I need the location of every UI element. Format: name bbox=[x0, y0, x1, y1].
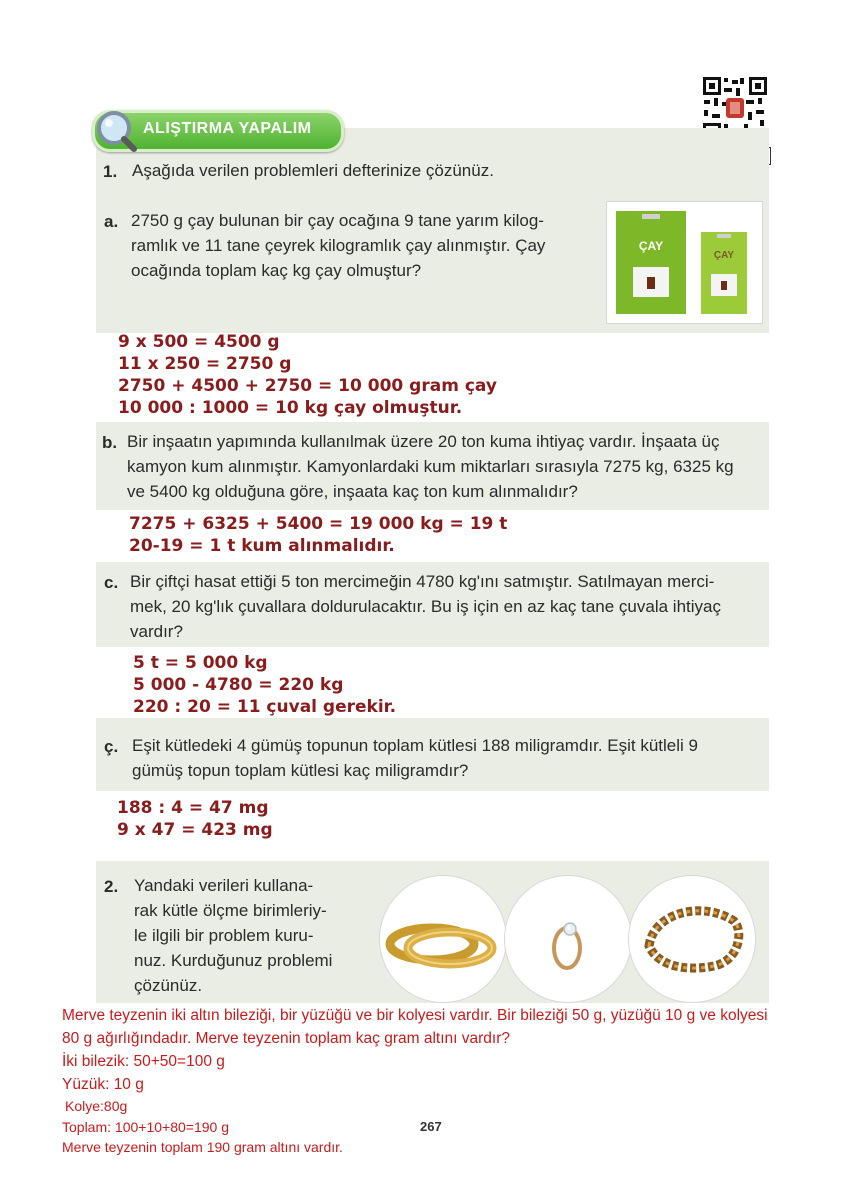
q2-text bbox=[134, 873, 384, 998]
necklace-image bbox=[628, 875, 756, 1003]
q2-line: le ilgili bir problem kuru- bbox=[134, 926, 314, 945]
answer-line: 7275 + 6325 + 5400 = 19 000 kg = 19 t bbox=[129, 514, 508, 534]
handwritten-line: Kolye:80g bbox=[65, 1098, 128, 1114]
tea-package-label: ÇAY bbox=[713, 250, 735, 261]
bracelets-image bbox=[379, 875, 507, 1003]
qa-answers bbox=[118, 331, 497, 419]
qc-line: vardır? bbox=[130, 622, 183, 641]
handwritten-line: Toplam: 100+10+80=190 g bbox=[62, 1119, 229, 1135]
answer-line: 188 : 4 = 47 mg bbox=[117, 798, 269, 818]
answer-line: 220 : 20 = 11 çuval gerekir. bbox=[133, 697, 397, 717]
q2-line: nuz. Kurduğunuz problemi bbox=[134, 951, 333, 970]
qcc-line: gümüş topun toplam kütlesi kaç miligramdır? bbox=[132, 761, 469, 780]
qa-line: ramlık ve 11 tane çeyrek kilogramlık çay alınmıştır. Çay bbox=[131, 236, 546, 255]
tea-package-large bbox=[616, 211, 686, 314]
q1-instruction: Aşağıda verilen problemleri defterinize çözünüz. bbox=[132, 161, 494, 180]
q2-line: Yandaki verileri kullana- bbox=[134, 876, 314, 895]
tea-package-label: ÇAY bbox=[638, 239, 664, 253]
qb-label: b. bbox=[102, 433, 118, 452]
answer-line: 11 x 250 = 2750 g bbox=[118, 354, 292, 374]
qcc-answers bbox=[117, 797, 273, 841]
handwritten-line: Yüzük: 10 g bbox=[62, 1076, 144, 1093]
qb-line: ve 5400 kg olduğuna göre, inşaata kaç ton kum alınmalıdır? bbox=[127, 482, 578, 501]
ring-image bbox=[504, 875, 632, 1003]
qb-answers bbox=[129, 513, 507, 557]
qc-answers bbox=[133, 652, 396, 718]
qc-text bbox=[130, 569, 766, 644]
handwritten-line: Merve teyzenin iki altın bileziği, bir yüzüğü ve bir kolyesi vardır. Bir bileziği 50 g, yüzüğü 10 g ve kolyesi bbox=[62, 1007, 768, 1024]
handwritten-line: 80 g ağırlığındadır. Merve teyzenin toplam kaç gram altını vardır? bbox=[62, 1030, 511, 1047]
answer-line: 20-19 = 1 t kum alınmalıdır. bbox=[129, 536, 395, 556]
magnifier-icon bbox=[94, 108, 138, 152]
qa-text bbox=[131, 208, 591, 283]
answer-line: 9 x 47 = 423 mg bbox=[117, 820, 273, 840]
banner-title: ALIŞTIRMA YAPALIM bbox=[143, 120, 312, 137]
handwritten-line: Merve teyzenin toplam 190 gram altını vardır. bbox=[62, 1139, 343, 1155]
qcc-line: Eşit kütledeki 4 gümüş topunun toplam kütlesi 188 miligramdır. Eşit kütleli 9 bbox=[132, 736, 698, 755]
q2-line: rak kütle ölçme birimleriy- bbox=[134, 901, 327, 920]
qc-line: Bir çiftçi hasat ettiği 5 ton mercimeğin 4780 kg'ını satmıştır. Satılmayan merci- bbox=[130, 572, 715, 591]
answer-line: 5 000 - 4780 = 220 kg bbox=[133, 675, 344, 695]
qa-line: ocağında toplam kaç kg çay olmuştur? bbox=[131, 261, 422, 280]
qc-label: c. bbox=[104, 573, 119, 592]
answer-line: 5 t = 5 000 kg bbox=[133, 653, 268, 673]
qb-line: kamyon kum alınmıştır. Kamyonlardaki kum miktarları sırasıyla 7275 kg, 6325 kg bbox=[127, 457, 734, 476]
qcc-text bbox=[132, 733, 768, 783]
qb-text bbox=[127, 429, 767, 504]
tea-package-small bbox=[701, 232, 747, 314]
answer-line: 10 000 : 1000 = 10 kg çay olmuştur. bbox=[118, 398, 463, 418]
qa-line: 2750 g çay bulunan bir çay ocağına 9 tane yarım kilog- bbox=[131, 211, 544, 230]
tea-packages-image bbox=[606, 201, 763, 324]
answer-line: 2750 + 4500 + 2750 = 10 000 gram çay bbox=[118, 376, 497, 396]
q2-number: 2. bbox=[104, 877, 119, 896]
q2-line: çözünüz. bbox=[134, 976, 203, 995]
handwritten-line: İki bilezik: 50+50=100 g bbox=[62, 1053, 225, 1070]
q1-number: 1. bbox=[103, 162, 118, 181]
page-number: 267 bbox=[420, 1119, 442, 1134]
answer-line: 9 x 500 = 4500 g bbox=[118, 332, 280, 352]
qc-line: mek, 20 kg'lık çuvallara doldurulacaktır. Bu iş için en az kaç tane çuvala ihtiyaç bbox=[130, 597, 721, 616]
qb-line: Bir inşaatın yapımında kullanılmak üzere 20 ton kuma ihtiyaç vardır. İnşaata üç bbox=[127, 432, 720, 451]
qcc-label: ç. bbox=[104, 737, 119, 756]
qa-label: a. bbox=[104, 212, 119, 231]
